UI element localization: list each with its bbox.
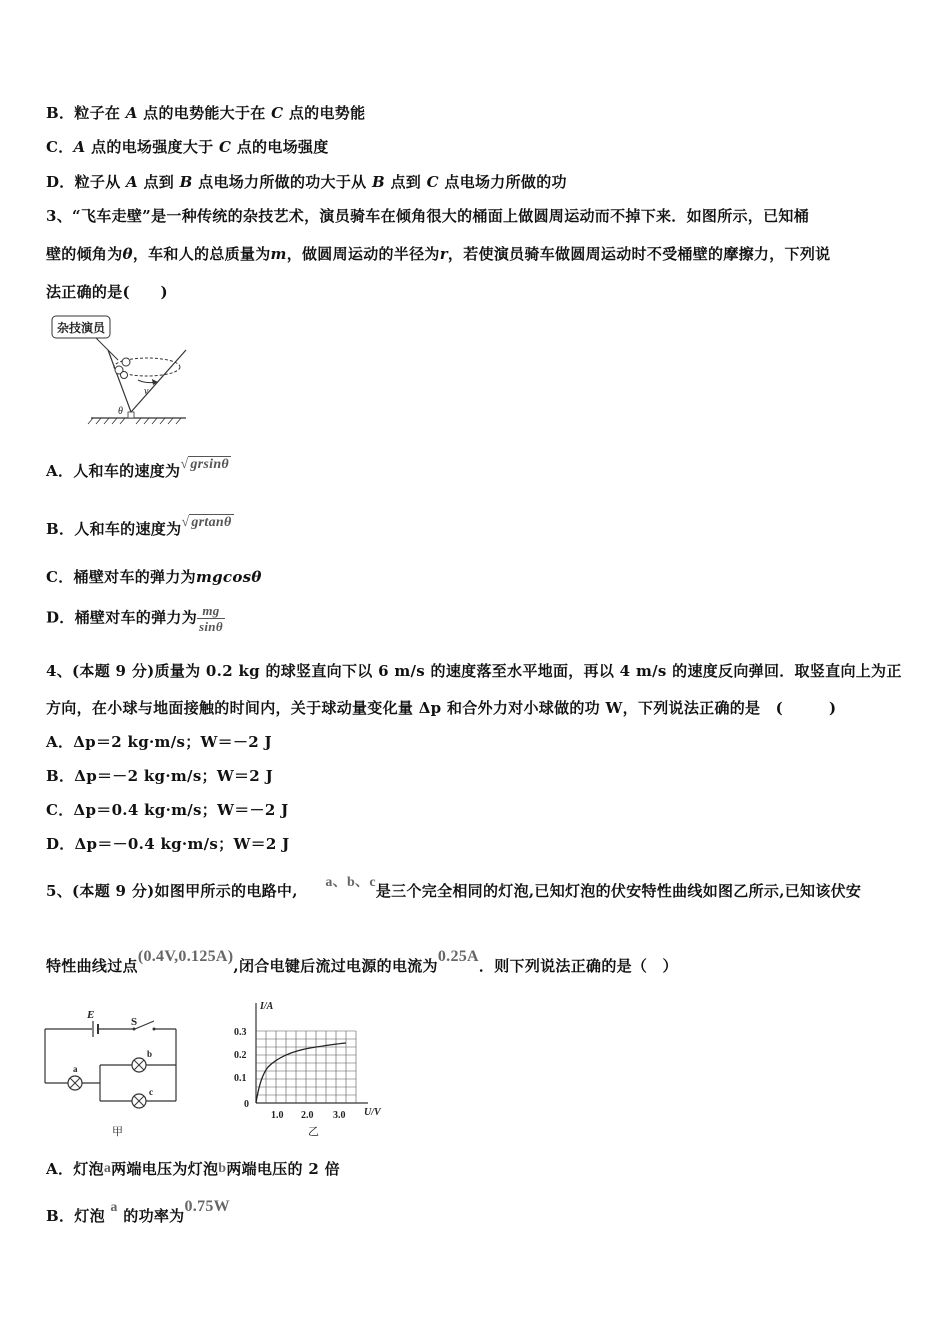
graph-caption: 乙: [308, 1126, 319, 1138]
q3-wall-figure: [46, 312, 216, 427]
bike-wheel-2: [121, 372, 128, 379]
circuit-diagram: [40, 1005, 190, 1140]
x-tick-2.0: 2.0: [301, 1110, 314, 1121]
fraction: $\frac{mg}{\sin\theta}$: [199, 603, 223, 634]
switch-blade: [135, 1021, 154, 1029]
q3-stem-line1: 3、“飞车走壁”是一种传统的杂技艺术，演员骑车在倾角很大的桶面上做圆周运动而不掉下来．如图所示，已知桶: [46, 207, 809, 225]
q3-stem-line3: 法正确的是( ): [46, 283, 168, 301]
iv-curve-graph: [230, 997, 400, 1139]
q4-option-b: B．Δp＝－2 kg·m/s；W＝2 J: [46, 767, 273, 785]
circuit-caption: 甲: [112, 1126, 123, 1138]
callout-label: 杂技演员: [57, 321, 106, 335]
q3-option-c: C．桶壁对车的弹力为mgcosθ: [46, 568, 262, 586]
q4-stem-line2: 方向，在小球与地面接触的时间内，关于球动量变化量 Δp 和合外力对小球做的功 W，下列说法正确的是 ( ): [46, 699, 837, 717]
q5-stem-line1: 5、(本题 9 分)如图甲所示的电路中, a、b、c是三个完全相同的灯泡,已知灯泡的伏安特性曲线如图乙所示,已知该伏安: [46, 875, 862, 900]
q4-option-a: A．Δp＝2 kg·m/s；W＝－2 J: [46, 733, 272, 751]
q4-option-c: C．Δp＝0.4 kg·m/s；W＝－2 J: [46, 801, 289, 819]
y-axis-label: I/A: [260, 1001, 274, 1012]
velocity-label: v: [144, 386, 149, 397]
q2-option-d: D．粒子从 A 点到 B 点电场力所做的功大于从 B 点到 C 点电场力所做的功: [46, 173, 567, 191]
q5-option-b: B．灯泡 a 的功率为0.75W: [46, 1198, 230, 1225]
q3-stem-line2: 壁的倾角为θ，车和人的总质量为m，做圆周运动的半径为r，若使演员骑车做圆周运动时不受桶壁的摩擦力，下列说: [46, 245, 831, 263]
lamp-a-label: a: [73, 1064, 78, 1074]
origin-label: 0: [244, 1099, 249, 1110]
performer-head: [122, 358, 130, 366]
lamp-b-label: b: [147, 1049, 153, 1059]
angle-label: θ: [118, 406, 123, 417]
x-tick-1.0: 1.0: [271, 1110, 284, 1121]
y-tick-0.1: 0.1: [234, 1073, 247, 1084]
q2-option-b: B．粒子在 A 点的电势能大于在 C 点的电势能: [46, 104, 366, 122]
q4-stem-line1: 4、(本题 9 分)质量为 0.2 kg 的球竖直向下以 6 m/s 的速度落至水平地面，再以 4 m/s 的速度反向弹回．取竖直向上为正: [46, 662, 902, 680]
q3-option-b: B．人和车的速度为√ grtanθ: [46, 515, 232, 538]
x-axis-label: U/V: [364, 1107, 381, 1118]
q3-option-d: D．桶壁对车的弹力为 $\frac{mg}{\sin\theta}$: [46, 603, 223, 634]
q5-stem-line2: 特性曲线过点(0.4V,0.125A),闭合电键后流过电源的电流为0.25A．则下列说法正确的是（ ）: [46, 948, 678, 975]
x-tick-3.0: 3.0: [333, 1110, 346, 1121]
y-tick-0.3: 0.3: [234, 1027, 247, 1038]
switch-label: S: [131, 1016, 138, 1028]
q4-option-d: D．Δp＝－0.4 kg·m/s；W＝2 J: [46, 835, 290, 853]
sqrt-formula: √ grtanθ: [181, 515, 232, 530]
q2-option-c: C．A 点的电场强度大于 C 点的电场强度: [46, 138, 329, 156]
q5-option-a: A．灯泡a两端电压为灯泡b两端电压的 2 倍: [46, 1160, 340, 1178]
battery-label: E: [87, 1009, 95, 1021]
sqrt-formula: √ grsinθ: [180, 457, 229, 472]
lamp-c-label: c: [149, 1087, 153, 1097]
q3-option-a: A．人和车的速度为√ grsinθ: [46, 457, 229, 480]
y-tick-0.2: 0.2: [234, 1050, 247, 1061]
iv-curve: [256, 1043, 346, 1103]
